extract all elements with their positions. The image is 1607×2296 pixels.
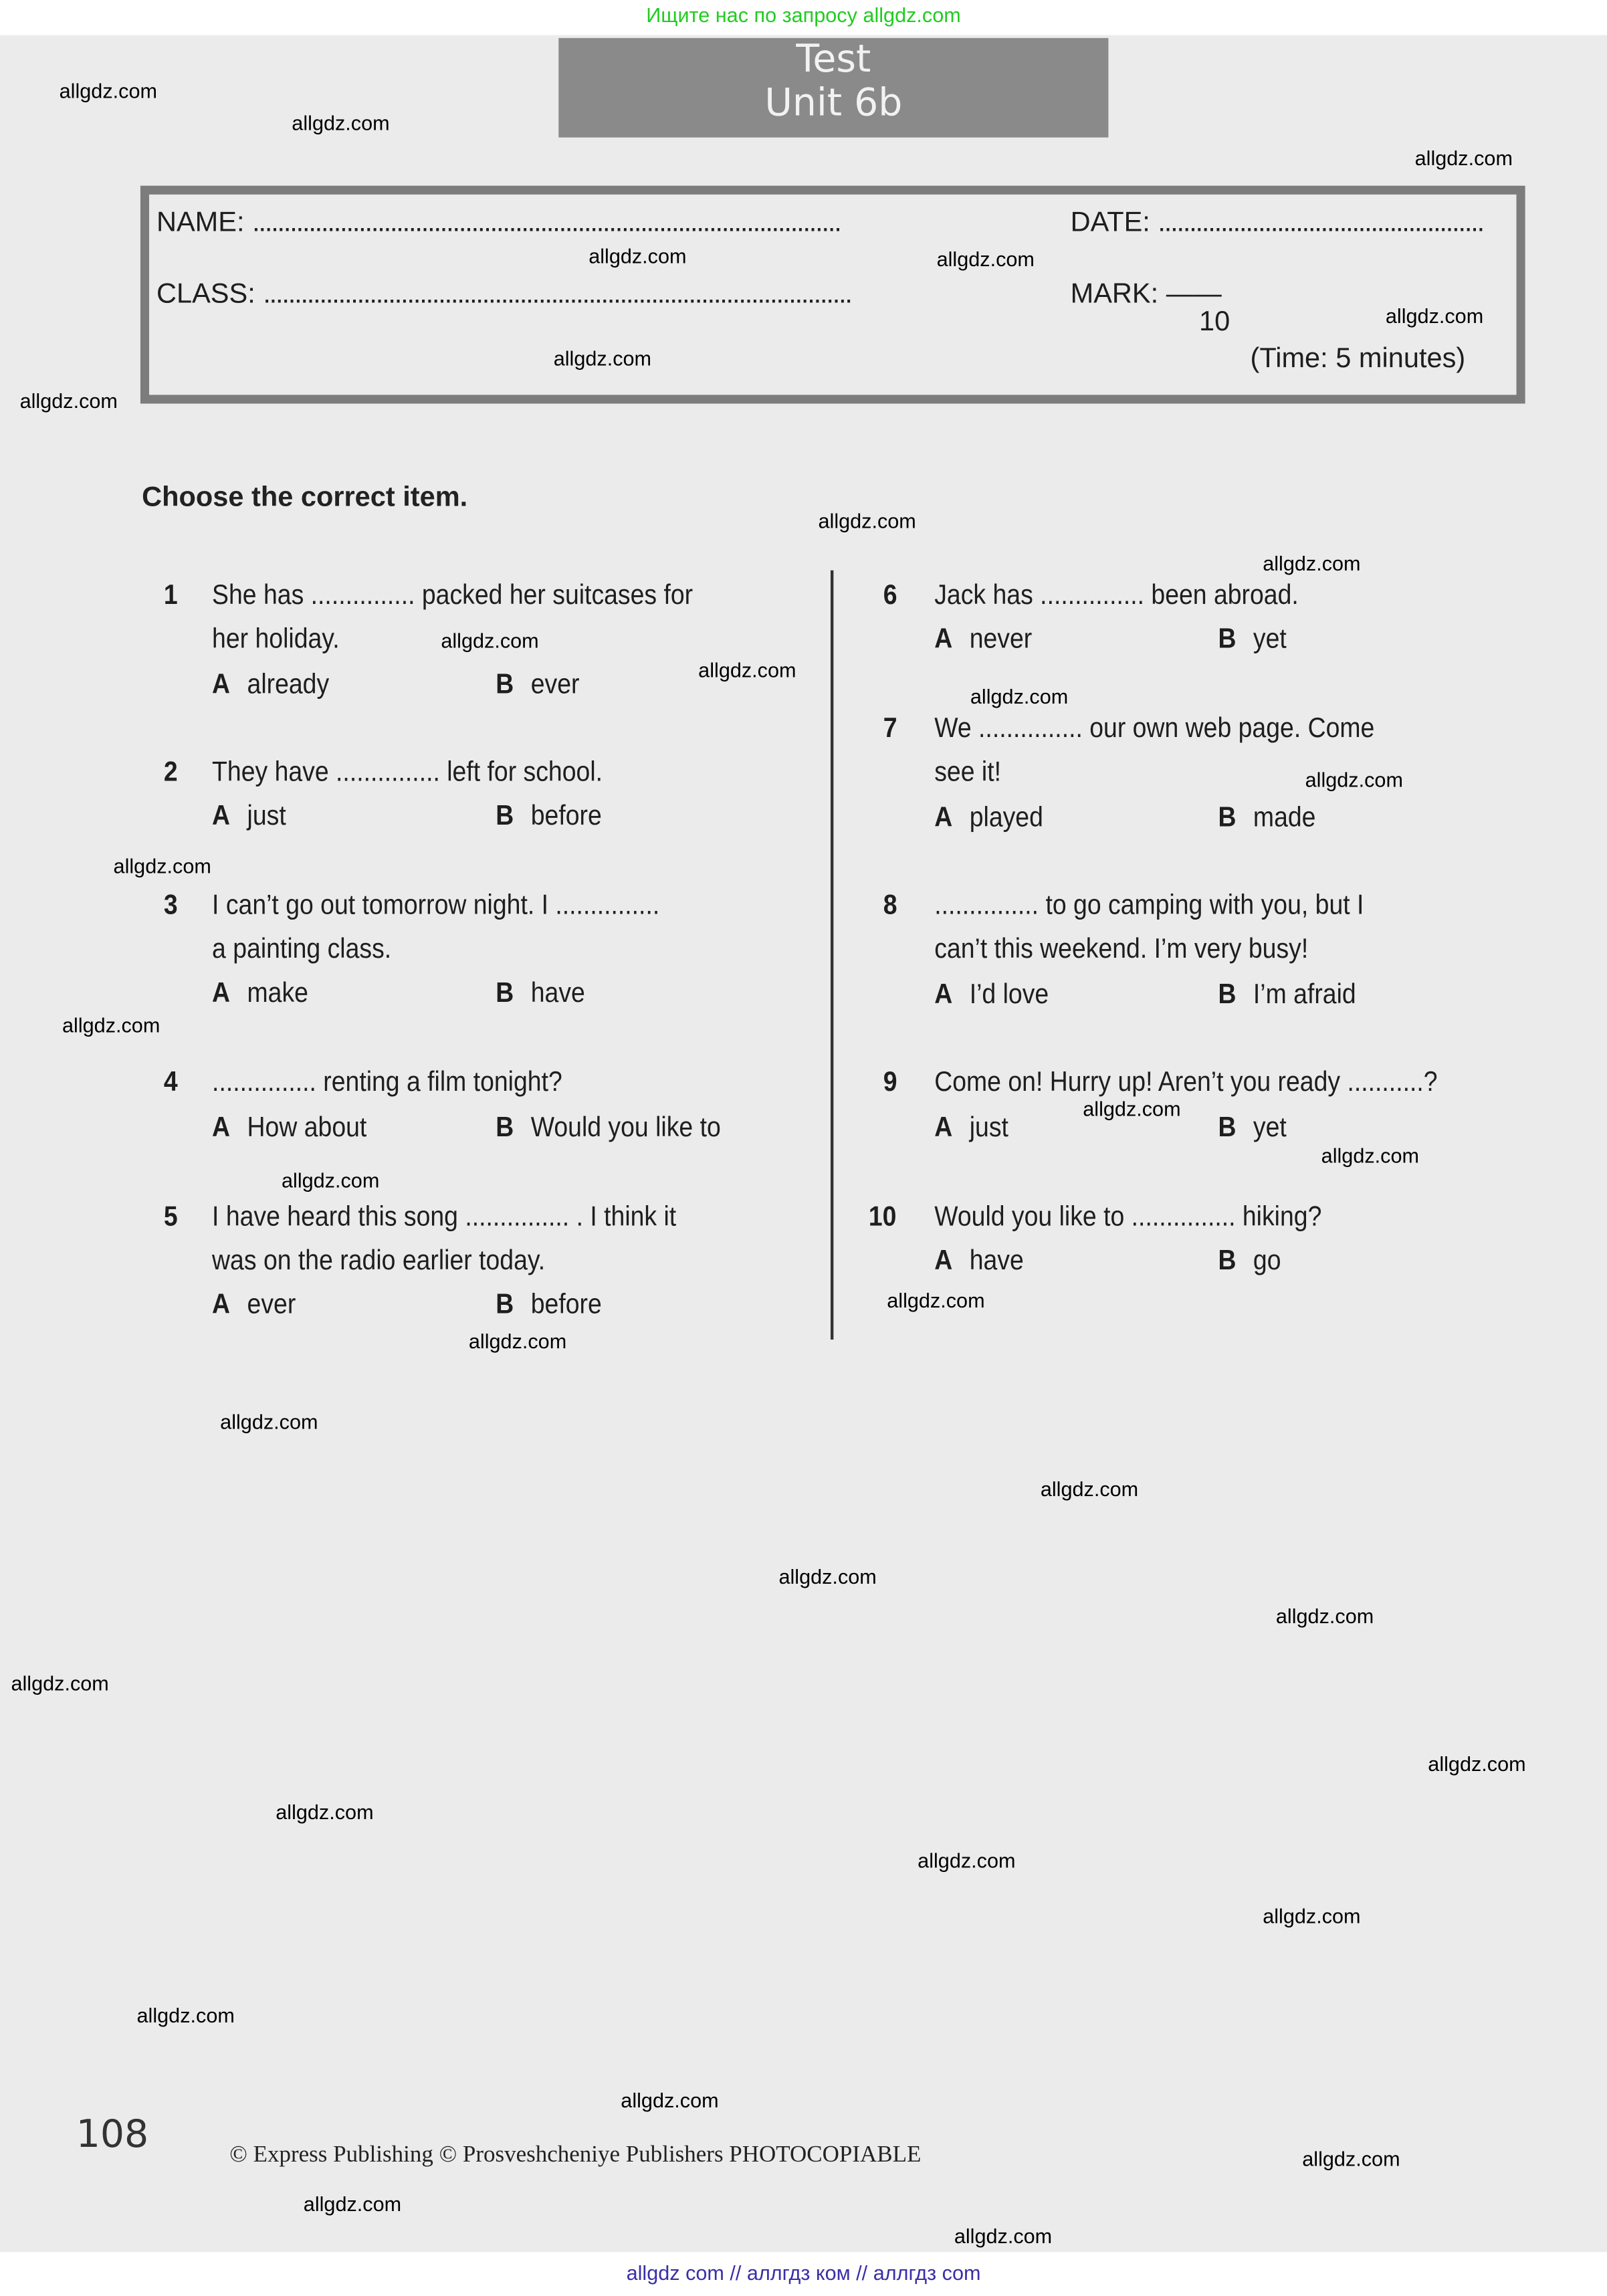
question-text: Jack has ............... been abroad. xyxy=(934,581,1299,611)
question-number: 9 xyxy=(883,1067,897,1099)
watermark: allgdz.com xyxy=(1302,2146,1400,2170)
option-a-letter[interactable]: A xyxy=(934,980,953,1011)
name-field[interactable] xyxy=(156,207,841,239)
question-text: a painting class. xyxy=(212,934,392,966)
option-a[interactable]: have xyxy=(969,1245,1024,1277)
date-label: DATE: xyxy=(1070,207,1150,239)
option-a-letter[interactable]: A xyxy=(212,669,231,701)
watermark: allgdz.com xyxy=(778,1564,877,1588)
watermark: allgdz.com xyxy=(954,2224,1053,2248)
option-b-letter[interactable]: B xyxy=(496,669,514,701)
option-a-letter[interactable]: A xyxy=(934,1245,953,1277)
question-text: I can’t go out tomorrow night. I ............... xyxy=(212,890,660,922)
option-a-letter[interactable]: A xyxy=(212,978,231,1009)
option-b-letter[interactable]: B xyxy=(1218,1245,1237,1277)
time-limit: (Time: 5 minutes) xyxy=(1250,343,1466,375)
mark-total: 10 xyxy=(1199,307,1230,338)
question-text: She has ............... packed her suitcases for xyxy=(212,581,693,611)
option-b-letter[interactable]: B xyxy=(1218,980,1237,1011)
class-label: CLASS: xyxy=(156,279,255,310)
watermark: allgdz.com xyxy=(59,79,157,103)
question-text: ............... renting a film tonight? xyxy=(212,1067,562,1099)
option-b[interactable]: I’m afraid xyxy=(1253,980,1356,1011)
option-b-letter[interactable]: B xyxy=(496,801,514,833)
watermark: allgdz.com xyxy=(1305,767,1403,791)
watermark: allgdz.com xyxy=(292,111,390,135)
name-label: NAME: xyxy=(156,207,245,239)
question-number: 2 xyxy=(163,757,178,789)
option-b[interactable]: yet xyxy=(1253,1113,1287,1144)
option-b-letter[interactable]: B xyxy=(1218,803,1237,834)
question-number: 1 xyxy=(163,581,178,611)
question-text: They have ............... left for school. xyxy=(212,757,603,789)
test-title-box xyxy=(558,38,1108,138)
name-dots: .............................................................................................. xyxy=(252,207,841,239)
option-b[interactable]: before xyxy=(530,801,602,833)
watermark: allgdz.com xyxy=(468,1329,567,1353)
question-text: I have heard this song ............... . I think it xyxy=(212,1202,677,1233)
mark-label: MARK: xyxy=(1070,279,1159,310)
class-dots: .............................................................................................. xyxy=(263,279,851,310)
option-a-letter[interactable]: A xyxy=(212,1289,231,1321)
watermark: allgdz.com xyxy=(136,2003,235,2027)
watermark: allgdz.com xyxy=(282,1168,380,1192)
question-text: was on the radio earlier today. xyxy=(212,1245,546,1277)
watermark: allgdz.com xyxy=(441,629,539,653)
option-a-letter[interactable]: A xyxy=(934,1113,953,1144)
watermark: allgdz.com xyxy=(970,684,1069,708)
option-b-letter[interactable]: B xyxy=(496,1113,514,1144)
question-text: Come on! Hurry up! Aren’t you ready ...........? xyxy=(934,1067,1438,1099)
watermark: allgdz.com xyxy=(698,657,796,682)
option-a-letter[interactable]: A xyxy=(212,1113,231,1144)
page-number: 108 xyxy=(76,2113,149,2158)
option-b[interactable]: yet xyxy=(1253,624,1287,655)
watermark: allgdz.com xyxy=(62,1013,160,1037)
option-a[interactable]: never xyxy=(969,624,1033,655)
question-text: see it! xyxy=(934,757,1002,789)
option-b[interactable]: Would you like to xyxy=(530,1113,721,1144)
question-text: Would you like to ............... hiking? xyxy=(934,1202,1322,1233)
bottom-links[interactable]: allgdz com // аллгдз ком // аллгдз com xyxy=(626,2261,981,2285)
class-field[interactable] xyxy=(156,280,851,312)
option-a[interactable]: just xyxy=(969,1113,1008,1144)
option-b[interactable]: go xyxy=(1253,1245,1281,1277)
watermark: allgdz.com xyxy=(303,2192,402,2216)
option-a-letter[interactable]: A xyxy=(212,801,231,833)
option-b-letter[interactable]: B xyxy=(1218,624,1237,655)
option-a[interactable]: just xyxy=(247,801,286,833)
mark-line: —— xyxy=(1166,279,1222,310)
option-b[interactable]: made xyxy=(1253,803,1316,834)
top-banner[interactable]: Ищите нас по запросу allgdz.com xyxy=(646,3,961,27)
watermark: allgdz.com xyxy=(1263,1903,1361,1927)
option-b[interactable]: have xyxy=(530,978,585,1009)
watermark: allgdz.com xyxy=(887,1288,985,1312)
watermark: allgdz.com xyxy=(588,244,687,268)
watermark: allgdz.com xyxy=(1321,1143,1420,1167)
question-number: 7 xyxy=(883,714,897,744)
date-field[interactable] xyxy=(1071,207,1483,239)
column-divider xyxy=(831,570,833,1340)
question-number: 10 xyxy=(868,1202,897,1233)
option-a[interactable]: How about xyxy=(247,1113,367,1144)
watermark: allgdz.com xyxy=(220,1409,318,1433)
option-b-letter[interactable]: B xyxy=(496,978,514,1009)
question-number: 5 xyxy=(163,1202,178,1233)
watermark: allgdz.com xyxy=(621,2088,719,2112)
option-a-letter[interactable]: A xyxy=(934,624,953,655)
watermark: allgdz.com xyxy=(936,247,1035,271)
question-text: can’t this weekend. I’m very busy! xyxy=(934,934,1309,966)
question-number: 8 xyxy=(883,890,897,922)
watermark: allgdz.com xyxy=(553,346,652,371)
watermark: allgdz.com xyxy=(1275,1604,1374,1628)
watermark: allgdz.com xyxy=(818,508,916,532)
watermark: allgdz.com xyxy=(1083,1096,1181,1120)
watermark: allgdz.com xyxy=(1263,551,1361,575)
watermark: allgdz.com xyxy=(918,1848,1016,1872)
option-a[interactable]: ever xyxy=(247,1289,296,1321)
watermark: allgdz.com xyxy=(113,853,211,877)
question-number: 4 xyxy=(163,1067,178,1099)
question-text: ............... to go camping with you, but I xyxy=(934,890,1364,922)
watermark: allgdz.com xyxy=(11,1671,109,1695)
option-b[interactable]: before xyxy=(530,1289,602,1321)
question-text: We ............... our own web page. Come xyxy=(934,714,1375,744)
option-a[interactable]: I’d love xyxy=(969,980,1049,1011)
copyright: © Express Publishing © Prosveshcheniye Publishers PHOTOCOPIABLE xyxy=(229,2142,922,2168)
watermark: allgdz.com xyxy=(1428,1752,1526,1776)
option-a[interactable]: played xyxy=(969,803,1043,834)
option-b[interactable]: ever xyxy=(530,669,580,701)
option-b-letter[interactable]: B xyxy=(1218,1113,1237,1144)
option-a[interactable]: make xyxy=(247,978,308,1009)
instruction: Choose the correct item. xyxy=(142,482,468,514)
watermark: allgdz.com xyxy=(1385,304,1484,328)
question-text: her holiday. xyxy=(212,624,340,655)
option-a-letter[interactable]: A xyxy=(934,803,953,834)
date-dots: .................................................... xyxy=(1158,207,1483,239)
watermark: allgdz.com xyxy=(1040,1477,1139,1501)
option-a[interactable]: already xyxy=(247,669,330,701)
watermark: allgdz.com xyxy=(1414,146,1513,170)
question-number: 6 xyxy=(883,581,897,611)
title-line-1: Test xyxy=(796,37,871,82)
watermark: allgdz.com xyxy=(19,389,118,413)
title-line-2: Unit 6b xyxy=(764,82,903,126)
question-number: 3 xyxy=(163,890,178,922)
option-b-letter[interactable]: B xyxy=(496,1289,514,1321)
watermark: allgdz.com xyxy=(276,1800,374,1824)
